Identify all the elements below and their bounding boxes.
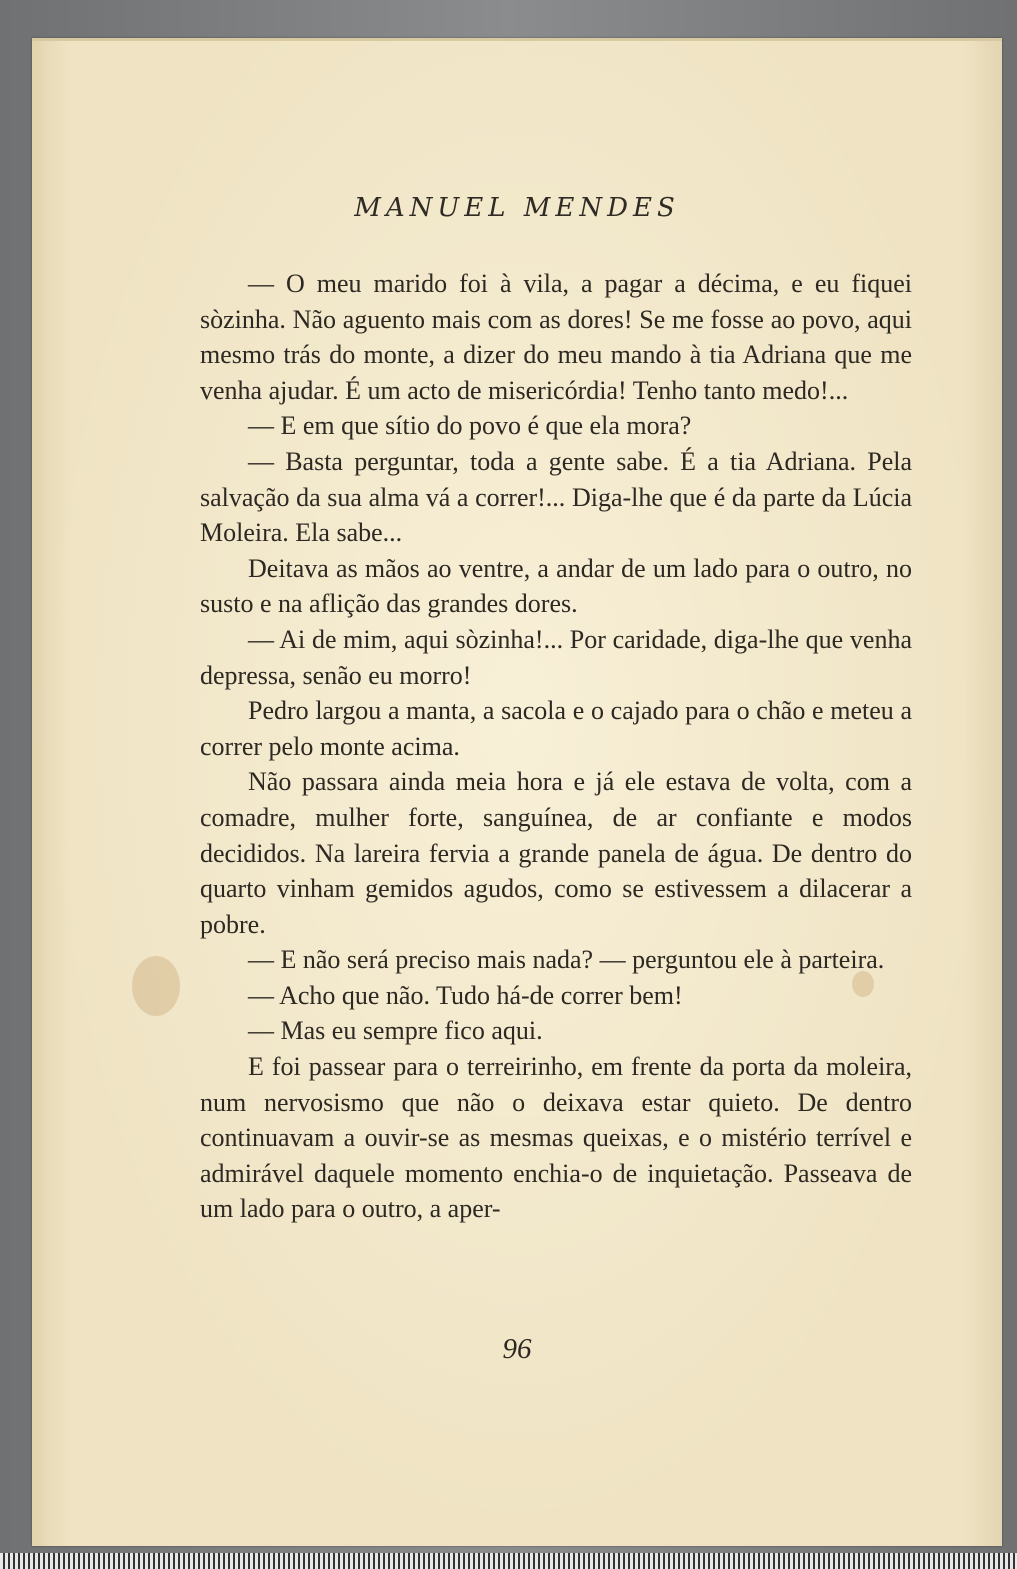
- book-page: [32, 38, 1002, 1546]
- paragraph: — Mas eu sempre fico aqui.: [248, 1016, 543, 1046]
- paragraph: — Acho que não. Tudo há-de correr bem!: [248, 980, 683, 1010]
- paragraph: Não passara ainda meia hora e já ele estava de volta, com a comadre, mulher forte, sanguínea, de ar confiante e modos decididos. Na lareira fervia a grande panela de água. De dentro do quarto vinham gemidos agudos, como se estivessem a dilacerar a pobre.: [200, 767, 912, 939]
- paragraph: — Basta perguntar, toda a gente sabe. É a tia Adriana. Pela salvação da sua alma vá a correr!... Diga-lhe que é da parte da Lúcia Moleira. Ela sabe...: [200, 446, 912, 548]
- paragraph: — Ai de mim, aqui sòzinha!... Por caridade, diga-lhe que venha depressa, senão eu morro!: [200, 624, 912, 690]
- paragraph: — E em que sítio do povo é que ela mora?: [248, 411, 692, 441]
- paragraph: Pedro largou a manta, a sacola e o cajado para o chão e meteu a correr pelo monte acima.: [200, 696, 912, 761]
- page-number: 96: [502, 1333, 532, 1365]
- paragraph: E foi passear para o terreirinho, em frente da porta da moleira, num nervosismo que não o deixava estar quieto. De dentro continuavam a ouvir-se as mesmas queixas, e o mistério terrível e admirável daquele momento enchia-o de inquietação. Passeava de um lado para o outro, a aper-: [200, 1052, 912, 1224]
- paragraph: Deitava as mãos ao ventre, a andar de um lado para o outro, no susto e na aflição das grandes dores.: [200, 553, 912, 619]
- paragraph: — E não será preciso mais nada? — perguntou ele à parteira.: [248, 945, 885, 975]
- paragraph: — O meu marido foi à vila, a pagar a décima, e eu fiquei sòzinha. Não aguento mais com as dores! Se me fosse ao povo, aqui mesmo trás do monte, a dizer do meu mando à tia Adriana que me venha ajudar. É um acto de misericórdia! Tenho tanto medo!...: [200, 269, 912, 405]
- scan-ruler: [0, 1553, 1017, 1569]
- running-head: MANUEL MENDES: [354, 193, 680, 223]
- page-edge: [32, 41, 46, 1546]
- body-text: [200, 266, 912, 1227]
- paper-stain: [132, 956, 180, 1016]
